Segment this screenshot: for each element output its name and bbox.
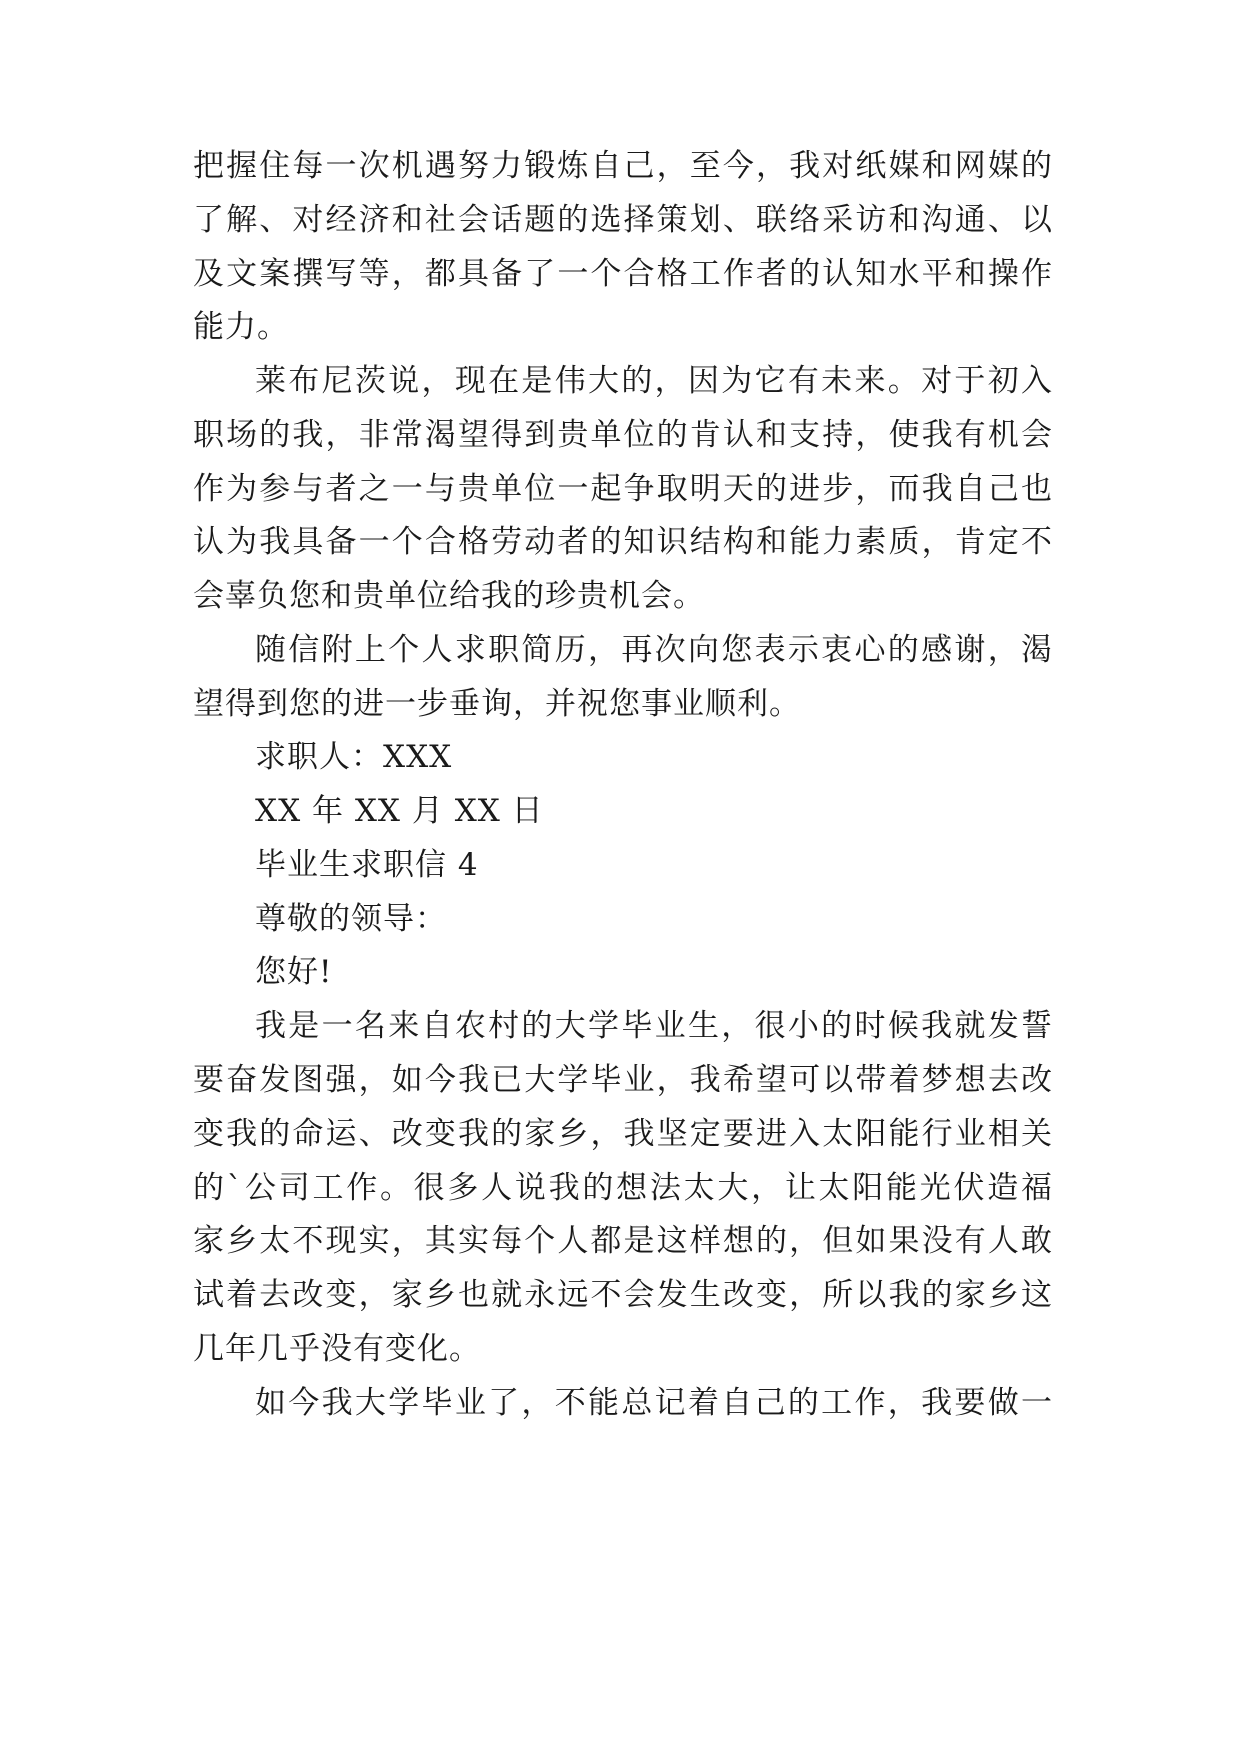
text-line: 了解、对经济和社会话题的选择策划、联络采访和沟通、以 <box>193 202 1053 238</box>
text-line: 几年几乎没有变化。 <box>193 1331 481 1367</box>
paragraph-first-line: 莱布尼茨说，现在是伟大的，因为它有未来。对于初入 <box>255 363 1053 399</box>
text-line: 把握住每一次机遇努力锻炼自己，至今，我对纸媒和网媒的 <box>193 148 1053 184</box>
text-line: 的`公司工作。很多人说我的想法太大，让太阳能光伏造福 <box>193 1170 1053 1206</box>
signature-date: XX 年 XX 月 XX 日 <box>255 793 544 829</box>
text-line: 及文案撰写等，都具备了一个合格工作者的认知水平和操作 <box>193 256 1053 292</box>
text-line: 会辜负您和贵单位给我的珍贵机会。 <box>193 578 705 614</box>
text-line: 家乡太不现实，其实每个人都是这样想的，但如果没有人敢 <box>193 1223 1053 1259</box>
text-line: 变我的命运、改变我的家乡，我坚定要进入太阳能行业相关 <box>193 1116 1053 1152</box>
text-line: 试着去改变，家乡也就永远不会发生改变，所以我的家乡这 <box>193 1277 1053 1313</box>
greeting: 您好! <box>255 954 333 990</box>
salutation: 尊敬的领导： <box>255 901 447 937</box>
text-line: 能力。 <box>193 309 289 345</box>
paragraph-first-line: 如今我大学毕业了，不能总记着自己的工作，我要做一 <box>255 1385 1053 1421</box>
paragraph-first-line: 我是一名来自农村的大学毕业生，很小的时候我就发誓 <box>255 1008 1053 1044</box>
text-line: 认为我具备一个合格劳动者的知识结构和能力素质，肯定不 <box>193 524 1053 560</box>
text-line: 作为参与者之一与贵单位一起争取明天的进步，而我自己也 <box>193 471 1053 507</box>
text-line: 望得到您的进一步垂询，并祝您事业顺利。 <box>193 686 801 722</box>
text-line: 职场的我，非常渴望得到贵单位的肯认和支持，使我有机会 <box>193 417 1053 453</box>
text-line: 要奋发图强，如今我已大学毕业，我希望可以带着梦想去改 <box>193 1062 1053 1098</box>
section-heading: 毕业生求职信 4 <box>255 847 479 883</box>
signature-applicant: 求职人：XXX <box>255 739 453 775</box>
paragraph-first-line: 随信附上个人求职简历，再次向您表示衷心的感谢，渴 <box>255 632 1053 668</box>
